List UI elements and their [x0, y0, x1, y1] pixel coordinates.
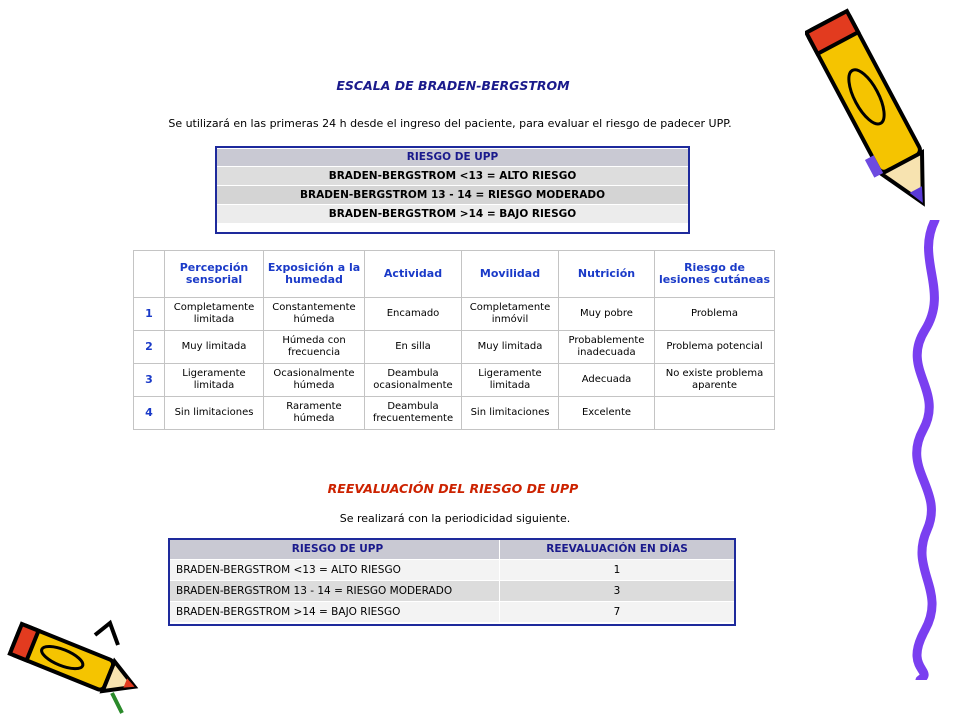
- row-number: 3: [134, 364, 165, 397]
- header-number-col: [134, 251, 165, 298]
- table-cell: Deambula ocasionalmente: [365, 364, 462, 397]
- table-row: [134, 331, 775, 364]
- table-cell: En silla: [365, 331, 462, 364]
- wave-line-decoration: [905, 220, 955, 680]
- row-number: 1: [134, 298, 165, 331]
- table-cell: [655, 397, 775, 430]
- table-cell: Problema potencial: [655, 331, 775, 364]
- page-title: ESCALA DE BRADEN-BERGSTROM: [336, 78, 570, 93]
- table-cell: Completamente limitada: [165, 298, 264, 331]
- reeval-header-days: REEVALUACIÓN EN DÍAS: [546, 543, 688, 555]
- reeval-title: REEVALUACIÓN DEL RIESGO DE UPP: [327, 481, 579, 496]
- header-cell: Percepción sensorial: [165, 251, 264, 298]
- header-cell: Actividad: [365, 251, 462, 298]
- table-cell: Raramente húmeda: [264, 397, 365, 430]
- pencil-bottom-left-icon: [0, 615, 150, 715]
- table-cell: Sin limitaciones: [165, 397, 264, 430]
- table-cell: Sin limitaciones: [462, 397, 559, 430]
- risk-box-row: BRADEN-BERGSTROM <13 = ALTO RIESGO: [217, 167, 688, 186]
- table-row: [170, 560, 734, 581]
- table-cell: Ligeramente limitada: [165, 364, 264, 397]
- table-cell: Problema: [655, 298, 775, 331]
- table-cell: Probablemente inadecuada: [559, 331, 655, 364]
- table-cell: No existe problema aparente: [655, 364, 775, 397]
- reeval-header-row: [170, 540, 734, 560]
- table-cell: Húmeda con frecuencia: [264, 331, 365, 364]
- table-row: [134, 397, 775, 430]
- braden-scale-table: [133, 250, 775, 430]
- table-row: [170, 602, 734, 623]
- reeval-days-cell: 1: [613, 564, 621, 576]
- reeval-risk-cell: BRADEN-BERGSTROM <13 = ALTO RIESGO: [170, 560, 500, 580]
- risk-box-header: RIESGO DE UPP: [217, 148, 688, 167]
- risk-box-row: BRADEN-BERGSTROM 13 - 14 = RIESGO MODERADO: [217, 186, 688, 205]
- header-cell: Exposición a la humedad: [264, 251, 365, 298]
- table-cell: Ligeramente limitada: [462, 364, 559, 397]
- table-header-row: [134, 251, 775, 298]
- risk-summary-box: [215, 146, 690, 234]
- table-cell: Encamado: [365, 298, 462, 331]
- table-cell: Constantemente húmeda: [264, 298, 365, 331]
- table-cell: Adecuada: [559, 364, 655, 397]
- reeval-table: [168, 538, 736, 626]
- table-cell: Deambula frecuentemente: [365, 397, 462, 430]
- table-cell: Ocasionalmente húmeda: [264, 364, 365, 397]
- header-cell: Riesgo de lesiones cutáneas: [655, 251, 775, 298]
- header-cell: Movilidad: [462, 251, 559, 298]
- table-cell: Muy pobre: [559, 298, 655, 331]
- table-row: [170, 581, 734, 602]
- reeval-subtitle: Se realizará con la periodicidad siguiente.: [339, 512, 571, 525]
- table-cell: Excelente: [559, 397, 655, 430]
- table-row: [134, 364, 775, 397]
- reeval-days-cell: 3: [613, 585, 621, 597]
- reeval-risk-cell: BRADEN-BERGSTROM >14 = BAJO RIESGO: [170, 602, 500, 622]
- pencil-top-right-icon: [805, 0, 945, 230]
- table-cell: Muy limitada: [462, 331, 559, 364]
- reeval-risk-cell: BRADEN-BERGSTROM 13 - 14 = RIESGO MODERADO: [170, 581, 500, 601]
- intro-text: Se utilizará en las primeras 24 h desde el ingreso del paciente, para evaluar el riesgo de padecer UPP.: [168, 117, 732, 130]
- row-number: 4: [134, 397, 165, 430]
- table-cell: Muy limitada: [165, 331, 264, 364]
- table-row: [134, 298, 775, 331]
- risk-box-row: BRADEN-BERGSTROM >14 = BAJO RIESGO: [217, 205, 688, 224]
- header-cell: Nutrición: [559, 251, 655, 298]
- row-number: 2: [134, 331, 165, 364]
- reeval-days-cell: 7: [613, 606, 621, 618]
- reeval-header-risk: RIESGO DE UPP: [170, 540, 500, 559]
- table-cell: Completamente inmóvil: [462, 298, 559, 331]
